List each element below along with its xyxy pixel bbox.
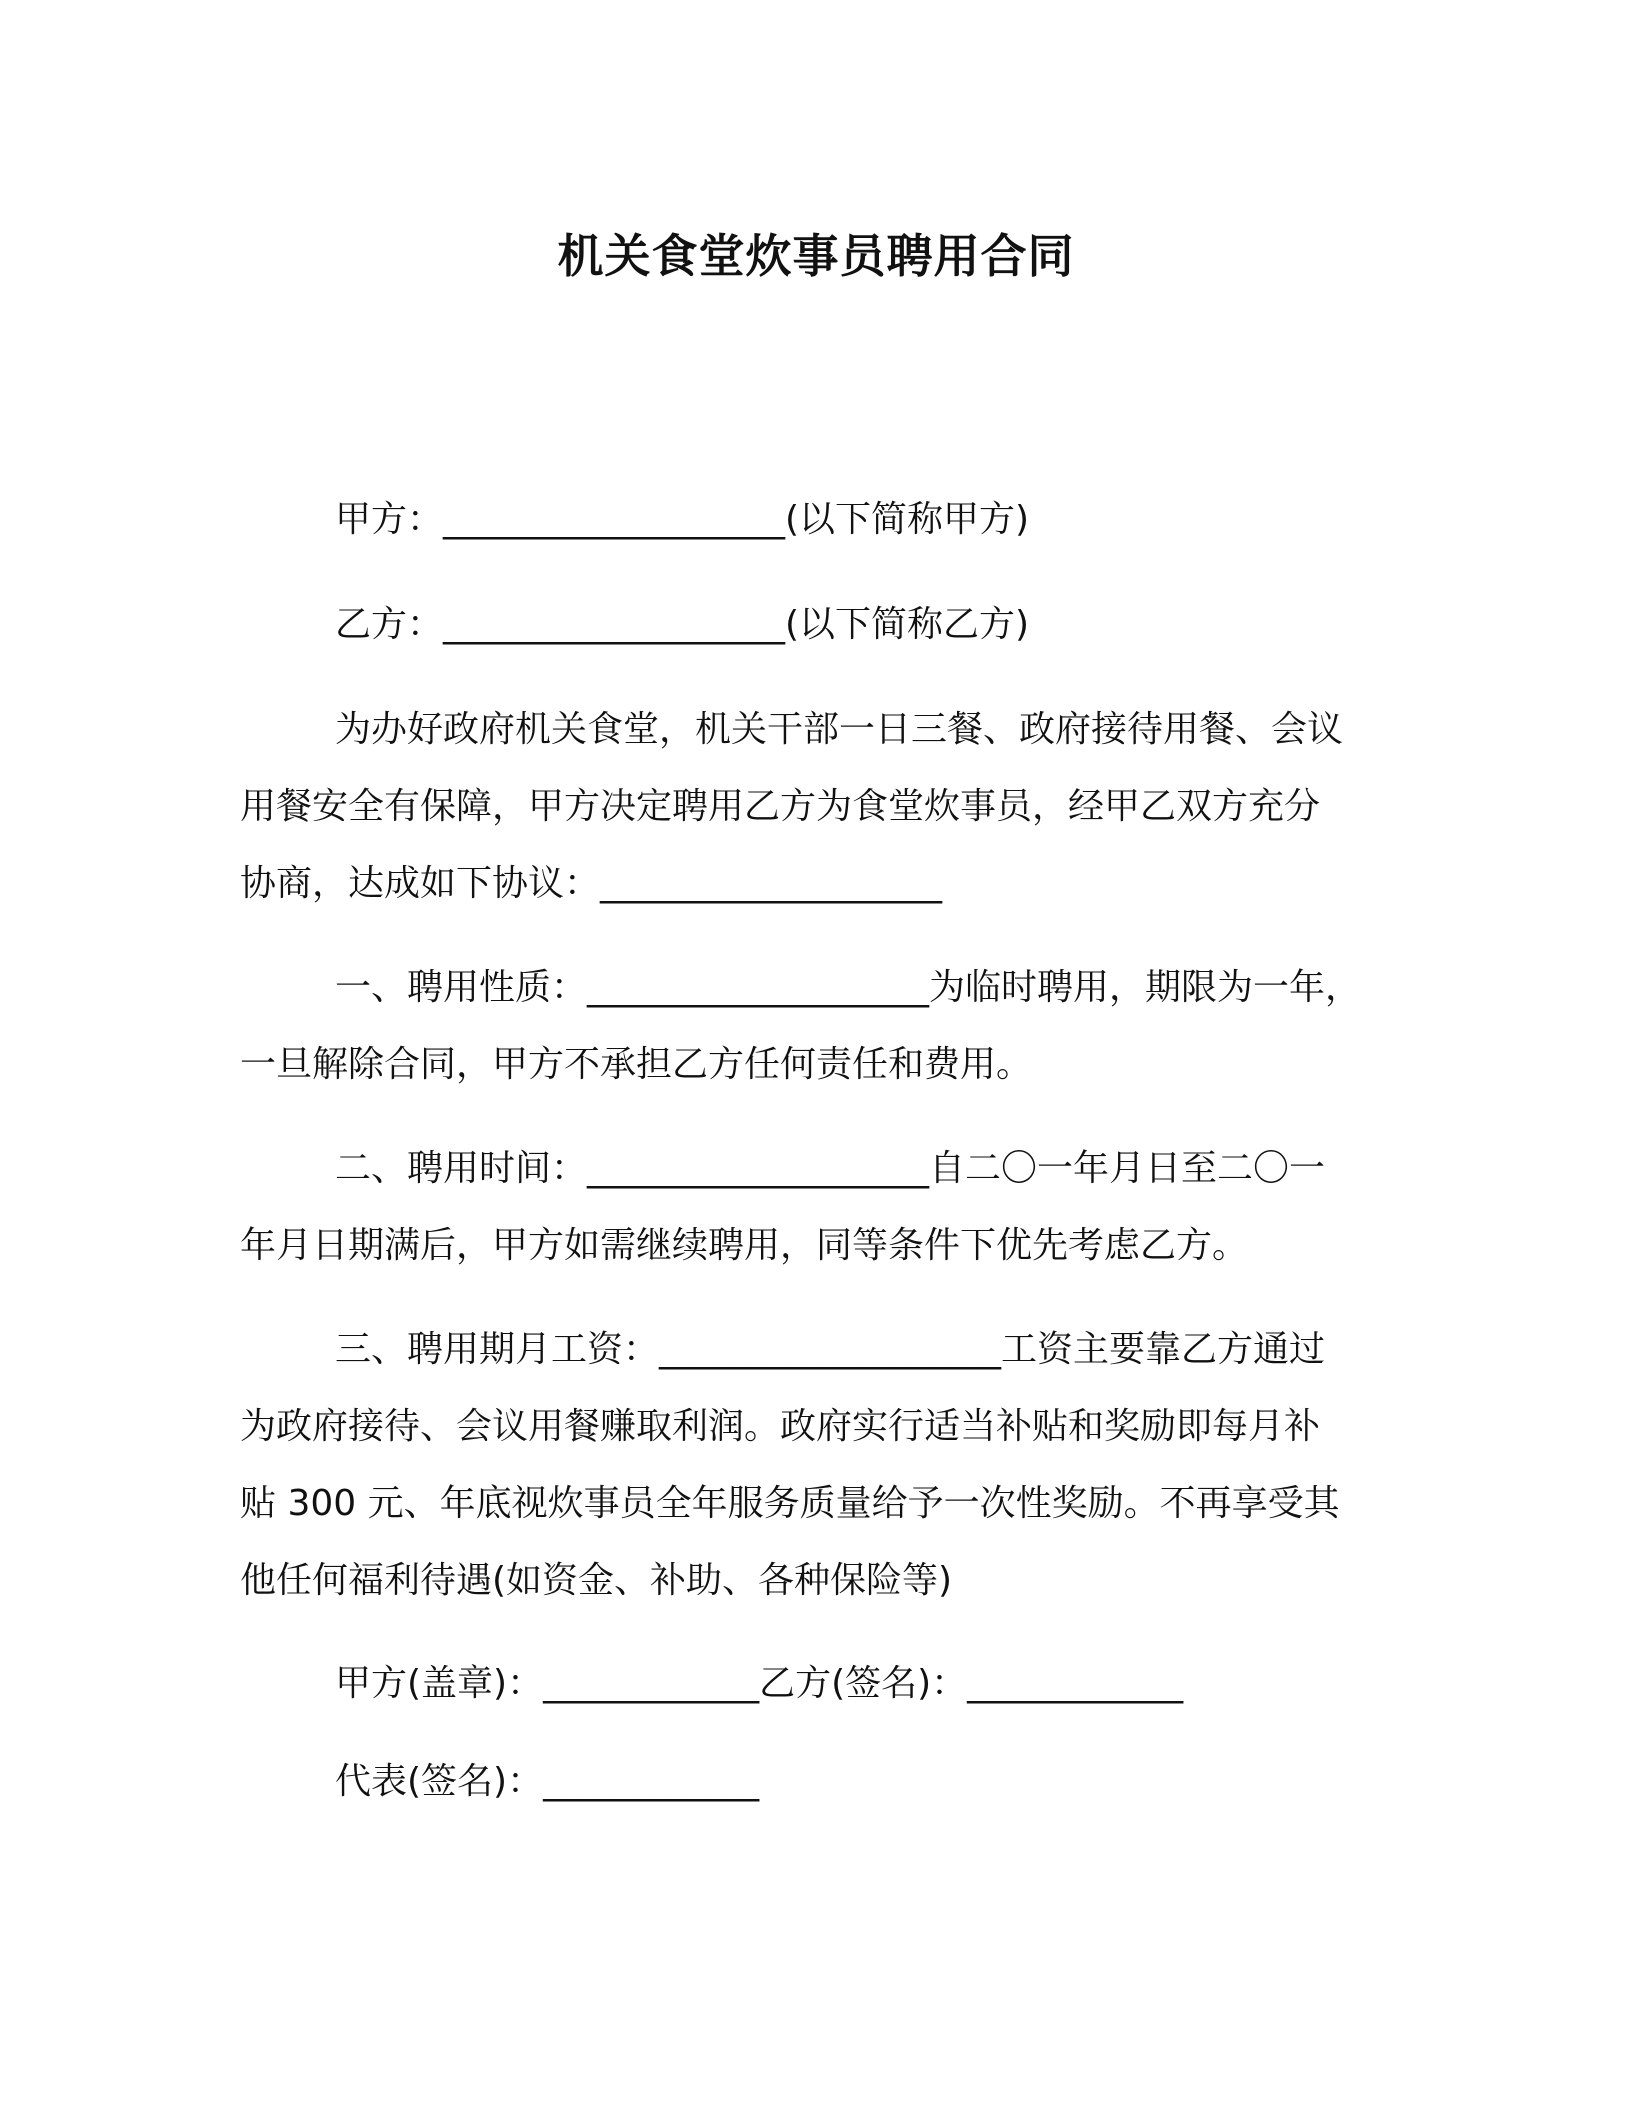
document-title: 机关食堂炊事员聘用合同 xyxy=(557,229,1075,283)
clause3-line-1: 三、聘用期月工资：___________________工资主要靠乙方通过 xyxy=(335,1329,1326,1370)
clause1-line-2: 一旦解除合同，甲方不承担乙方任何责任和费用。 xyxy=(240,1044,1033,1085)
clause3-line-3: 贴 300 元、年底视炊事员全年服务质量给予一次性奖励。不再享受其 xyxy=(240,1483,1340,1524)
signature-line-1: 甲方(盖章)：____________乙方(签名)：____________ xyxy=(335,1663,1184,1704)
intro-line-1: 为办好政府机关食堂，机关干部一日三餐、政府接待用餐、会议 xyxy=(335,709,1344,750)
clause3-line-4: 他任何福利待遇(如资金、补助、各种保险等) xyxy=(240,1560,953,1601)
party-b-line: 乙方：___________________(以下简称乙方) xyxy=(335,604,1030,645)
intro-line-2: 用餐安全有保障，甲方决定聘用乙方为食堂炊事员，经甲乙双方充分 xyxy=(240,786,1321,827)
clause1-line-1: 一、聘用性质：___________________为临时聘用，期限为一年， xyxy=(335,967,1362,1008)
clause2-line-2: 年月日期满后，甲方如需继续聘用，同等条件下优先考虑乙方。 xyxy=(240,1225,1249,1266)
clause2-line-1: 二、聘用时间：___________________自二〇一年月日至二〇一 xyxy=(335,1148,1326,1189)
clause3-line-2: 为政府接待、会议用餐赚取利润。政府实行适当补贴和奖励即每月补 xyxy=(240,1406,1321,1447)
party-a-line: 甲方：___________________(以下简称甲方) xyxy=(335,499,1030,540)
signature-line-2: 代表(签名)：____________ xyxy=(335,1761,760,1802)
intro-line-3: 协商，达成如下协议：___________________ xyxy=(240,863,943,904)
